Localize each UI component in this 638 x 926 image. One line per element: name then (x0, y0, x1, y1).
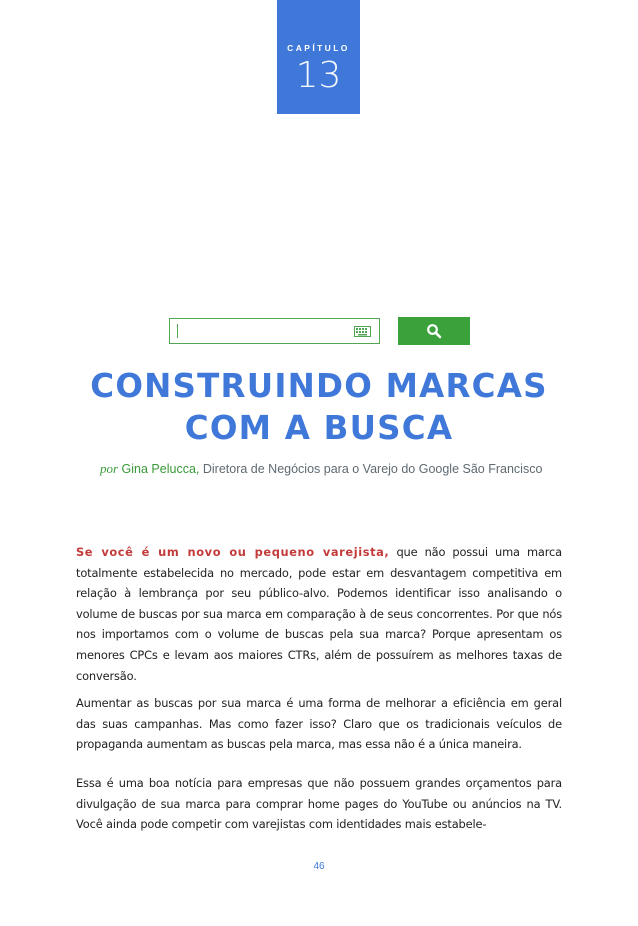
byline-prefix: por (100, 461, 119, 476)
search-input[interactable] (169, 318, 380, 344)
page-title-line-2: COM A BUSCA (184, 409, 454, 447)
byline-author: Gina Pelucca, (121, 462, 200, 476)
magnifier-icon (426, 323, 442, 339)
byline (100, 461, 560, 477)
paragraph-lead: Se você é um novo ou pequeno varejista, (76, 545, 390, 559)
paragraph-1-text: que não possui uma marca totalmente estabelecida no mercado, pode estar em desvantagem competitiva em relação à lembrança por seu público-alvo. Podemos identificar isso analisando o volume de buscas por sua marca em comparação à de seus concorrentes. Por que nós nos importamos com o volume de buscas pela sua marca? Porque apresentam os menores CPCs e levam aos maiores CTRs, além de possuírem as melhores taxas de conversão. (76, 545, 562, 683)
search-button[interactable] (398, 317, 470, 345)
body-paragraph-1 (76, 542, 562, 686)
byline-role: Diretora de Negócios para o Varejo do Google São Francisco (202, 462, 543, 476)
chapter-label: CAPÍTULO (287, 43, 350, 53)
keyboard-icon[interactable] (354, 326, 371, 337)
page-title-line-1: CONSTRUINDO MARCAS (90, 367, 548, 405)
chapter-number: 13 (295, 55, 342, 96)
body-paragraph-3: Essa é uma boa notícia para empresas que não possuem grandes orçamentos para divulgação de sua marca para comprar home pages do YouTube ou anúncios na TV. Você ainda pode competir com varejistas com identidades mais estabele- (76, 776, 562, 832)
chapter-tab (277, 0, 360, 114)
text-caret (177, 324, 178, 338)
page-number: 46 (313, 861, 325, 872)
body-paragraph-2: Aumentar as buscas por sua marca é uma forma de melhorar a eficiência em geral das suas campanhas. Mas como fazer isso? Claro que os tradicionais veículos de propaganda aumentam as buscas pela marca, mas essa não é a única maneira. (76, 696, 562, 752)
